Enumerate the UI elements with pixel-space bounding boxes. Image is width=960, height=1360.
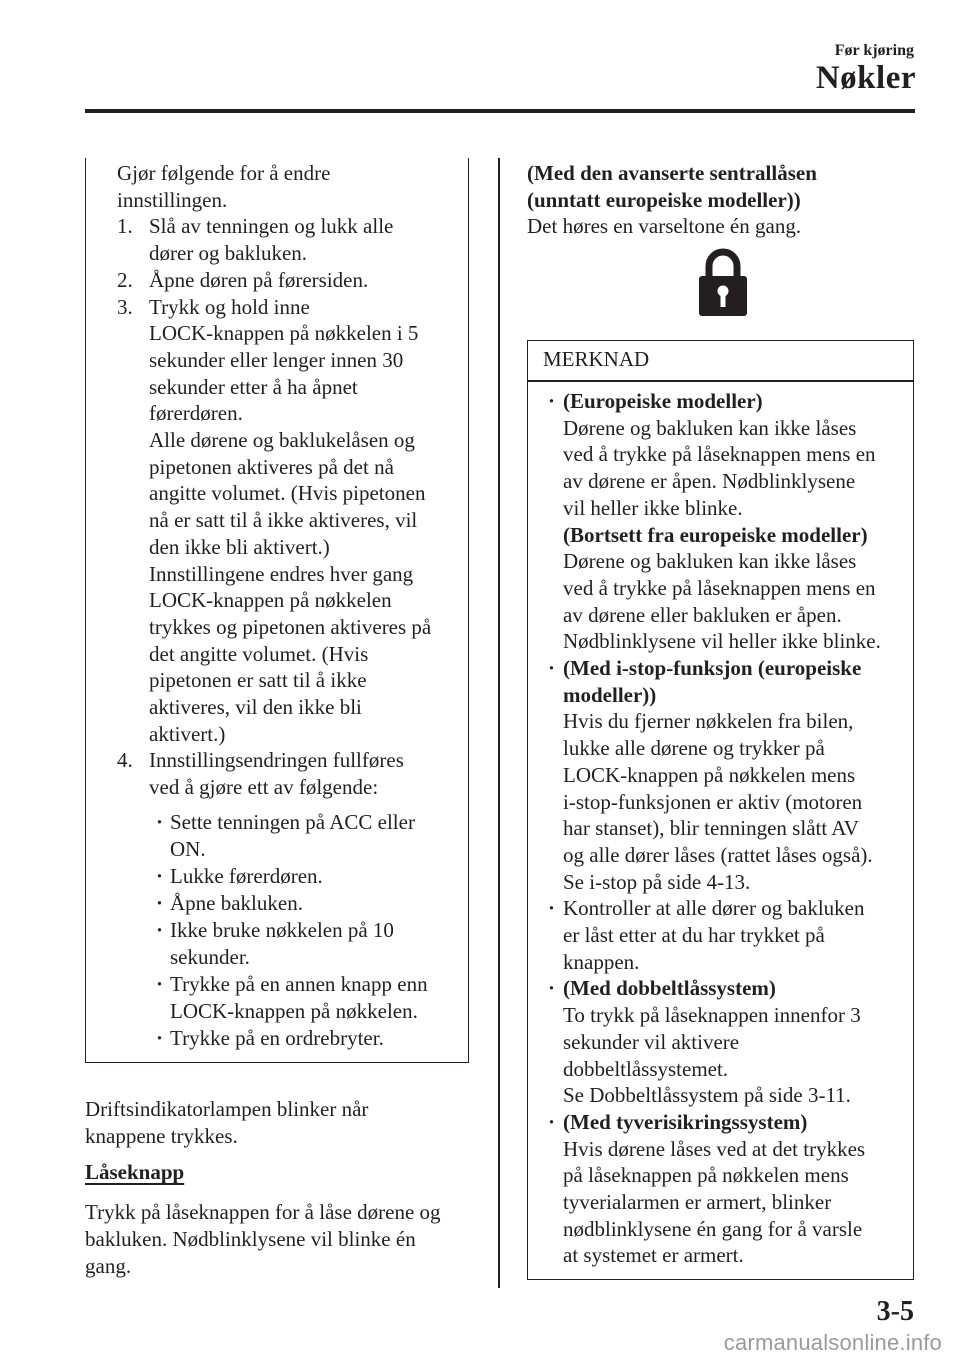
- step-line: sekunder eller lenger innen 30: [149, 347, 404, 372]
- step-number: 1.: [117, 214, 133, 239]
- step-number: 4.: [117, 748, 133, 773]
- step-line: Innstillingsendringen fullføres: [149, 748, 404, 773]
- page-number: 3-5: [876, 1296, 914, 1327]
- bullet-dot: ·: [156, 890, 164, 915]
- step-line: pipetonen aktiveres på det nå: [149, 454, 394, 479]
- option-line: ON.: [170, 836, 206, 861]
- paragraph-line: Driftsindikatorlampen blinker når: [85, 1097, 369, 1121]
- step-line: Trykk og hold inne: [149, 294, 310, 319]
- step-line: Åpne døren på førersiden.: [149, 267, 369, 292]
- option-line: Ikke bruke nøkkelen på 10: [170, 918, 394, 943]
- step-line: sekunder etter å ha åpnet: [149, 374, 358, 399]
- bullet-dot: ·: [156, 918, 164, 943]
- note-line: har stanset), blir tenningen slått AV: [563, 816, 859, 841]
- bullet-dot: ·: [548, 656, 556, 680]
- note-line: (Med i-stop-funksjon (europeiske: [563, 656, 862, 680]
- note-line: LOCK-knappen på nøkkelen mens: [563, 762, 856, 787]
- note-title: MERKNAD: [543, 347, 650, 371]
- bullet-dot: ·: [156, 972, 164, 996]
- option-line: Sette tenningen på ACC eller: [170, 809, 415, 834]
- note-line: (Bortsett fra europeiske modeller): [563, 522, 868, 547]
- body-line: Det høres en varseltone én gang.: [527, 214, 802, 239]
- note-line: (Med dobbeltlåssystem): [563, 976, 776, 1001]
- step-line: pipetonen er satt til å ikke: [149, 668, 367, 693]
- step-number: 3.: [117, 294, 133, 319]
- step-line: Innstillingene endres hver gang: [149, 561, 414, 586]
- option-line: sekunder.: [170, 944, 250, 969]
- note-line: Hvis dørene låses ved at det trykkes: [563, 1136, 866, 1161]
- note-line: vil heller ikke blinke.: [563, 495, 743, 520]
- note-line: Kontroller at alle dører og bakluken: [563, 896, 865, 921]
- paragraph-line: knappene trykkes.: [85, 1123, 238, 1148]
- note-line: knappen.: [563, 949, 640, 974]
- section-label: Før kjøring: [834, 42, 914, 59]
- step-line: LOCK-knappen på nøkkelen: [149, 588, 392, 613]
- column-divider: [498, 158, 500, 1288]
- note-line: i-stop-funksjonen er aktiv (motoren: [563, 789, 863, 814]
- step-line: den ikke bli aktivert.): [149, 534, 330, 559]
- bullet-dot: ·: [548, 896, 556, 921]
- header-rule: [85, 109, 915, 113]
- subsection-heading: (unntatt europeiske modeller)): [527, 187, 801, 212]
- note-line: er låst etter at du har trykket på: [563, 923, 825, 947]
- intro-line: Gjør følgende for å endre: [117, 161, 331, 185]
- note-title-rule: [527, 380, 914, 382]
- body-line: Trykk på låseknappen for å låse dørene og: [85, 1200, 441, 1225]
- option-line: LOCK-knappen på nøkkelen.: [170, 998, 418, 1023]
- step-line: Slå av tenningen og lukk alle: [149, 214, 394, 239]
- note-line: Nødblinklysene vil heller ikke blinke.: [563, 629, 881, 654]
- bullet-dot: ·: [548, 389, 556, 413]
- step-line: ved å gjøre ett av følgende:: [149, 775, 379, 800]
- step-line: Alle dørene og baklukelåsen og: [149, 428, 415, 452]
- step-line: angitte volumet. (Hvis pipetonen: [149, 481, 426, 506]
- note-line: og alle dører låses (rattet låses også).: [563, 842, 873, 867]
- step-line: det angitte volumet. (Hvis: [149, 641, 369, 666]
- note-line: på låseknappen på nøkkelen mens: [563, 1163, 849, 1188]
- step-line: dører og bakluken.: [149, 241, 308, 266]
- note-line: (Med tyverisikringssystem): [563, 1109, 808, 1134]
- step-line: førerdøren.: [149, 401, 243, 426]
- note-line: Dørene og bakluken kan ikke låses: [563, 415, 857, 440]
- note-line: Se Dobbeltlåssystem på side 3-11.: [563, 1083, 851, 1108]
- body-line: bakluken. Nødblinklysene vil blinke én: [85, 1227, 416, 1252]
- note-line: Hvis du fjerner nøkkelen fra bilen,: [563, 709, 854, 734]
- note-line: lukke alle dørene og trykker på: [563, 736, 825, 761]
- page-title: Nøkler: [815, 60, 916, 96]
- option-line: Trykke på en annen knapp enn: [170, 972, 428, 996]
- note-line: dobbeltlåssystemet.: [563, 1056, 729, 1081]
- note-line: ved å trykke på låseknappen mens en: [563, 442, 876, 467]
- note-line: modeller)): [563, 682, 657, 707]
- intro-line: innstillingen.: [117, 187, 228, 212]
- note-line: sekunder vil aktivere: [563, 1029, 740, 1054]
- step-line: aktivert.): [149, 721, 226, 746]
- watermark: carmanualsonline.info: [723, 1330, 942, 1355]
- bullet-dot: ·: [156, 1025, 164, 1050]
- note-line: tyverialarmen er armert, blinker: [563, 1190, 832, 1214]
- subsection-heading: (Med den avanserte sentrallåsen: [527, 161, 817, 185]
- note-line: Dørene og bakluken kan ikke låses: [563, 549, 857, 574]
- bullet-dot: ·: [548, 976, 556, 1001]
- note-line: (Europeiske modeller): [563, 389, 763, 413]
- step-number: 2.: [117, 267, 133, 292]
- lock-icon: [697, 248, 749, 316]
- note-line: ved å trykke på låseknappen mens en: [563, 575, 876, 600]
- note-line: To trykk på låseknappen innenfor 3: [563, 1003, 861, 1028]
- option-line: Trykke på en ordrebryter.: [170, 1025, 384, 1050]
- bullet-dot: ·: [156, 863, 164, 888]
- bullet-dot: ·: [548, 1109, 556, 1134]
- step-line: LOCK-knappen på nøkkelen i 5: [149, 321, 419, 346]
- step-line: trykkes og pipetonen aktiveres på: [149, 614, 432, 639]
- bullet-dot: ·: [156, 809, 164, 834]
- note-line: nødblinklysene én gang for å varsle: [563, 1216, 863, 1241]
- option-line: Lukke førerdøren.: [170, 863, 323, 888]
- note-line: av dørene er åpen. Nødblinklysene: [563, 469, 856, 494]
- note-line: av dørene eller bakluken er åpen.: [563, 602, 842, 627]
- note-line: Se i-stop på side 4-13.: [563, 869, 751, 894]
- section-heading: Låseknapp: [85, 1160, 185, 1185]
- body-line: gang.: [85, 1253, 132, 1278]
- step-line: aktiveres, vil den ikke bli: [149, 695, 362, 719]
- option-line: Åpne bakluken.: [170, 890, 303, 915]
- note-line: at systemet er armert.: [563, 1243, 744, 1268]
- step-line: nå er satt til å ikke aktiveres, vil: [149, 508, 418, 533]
